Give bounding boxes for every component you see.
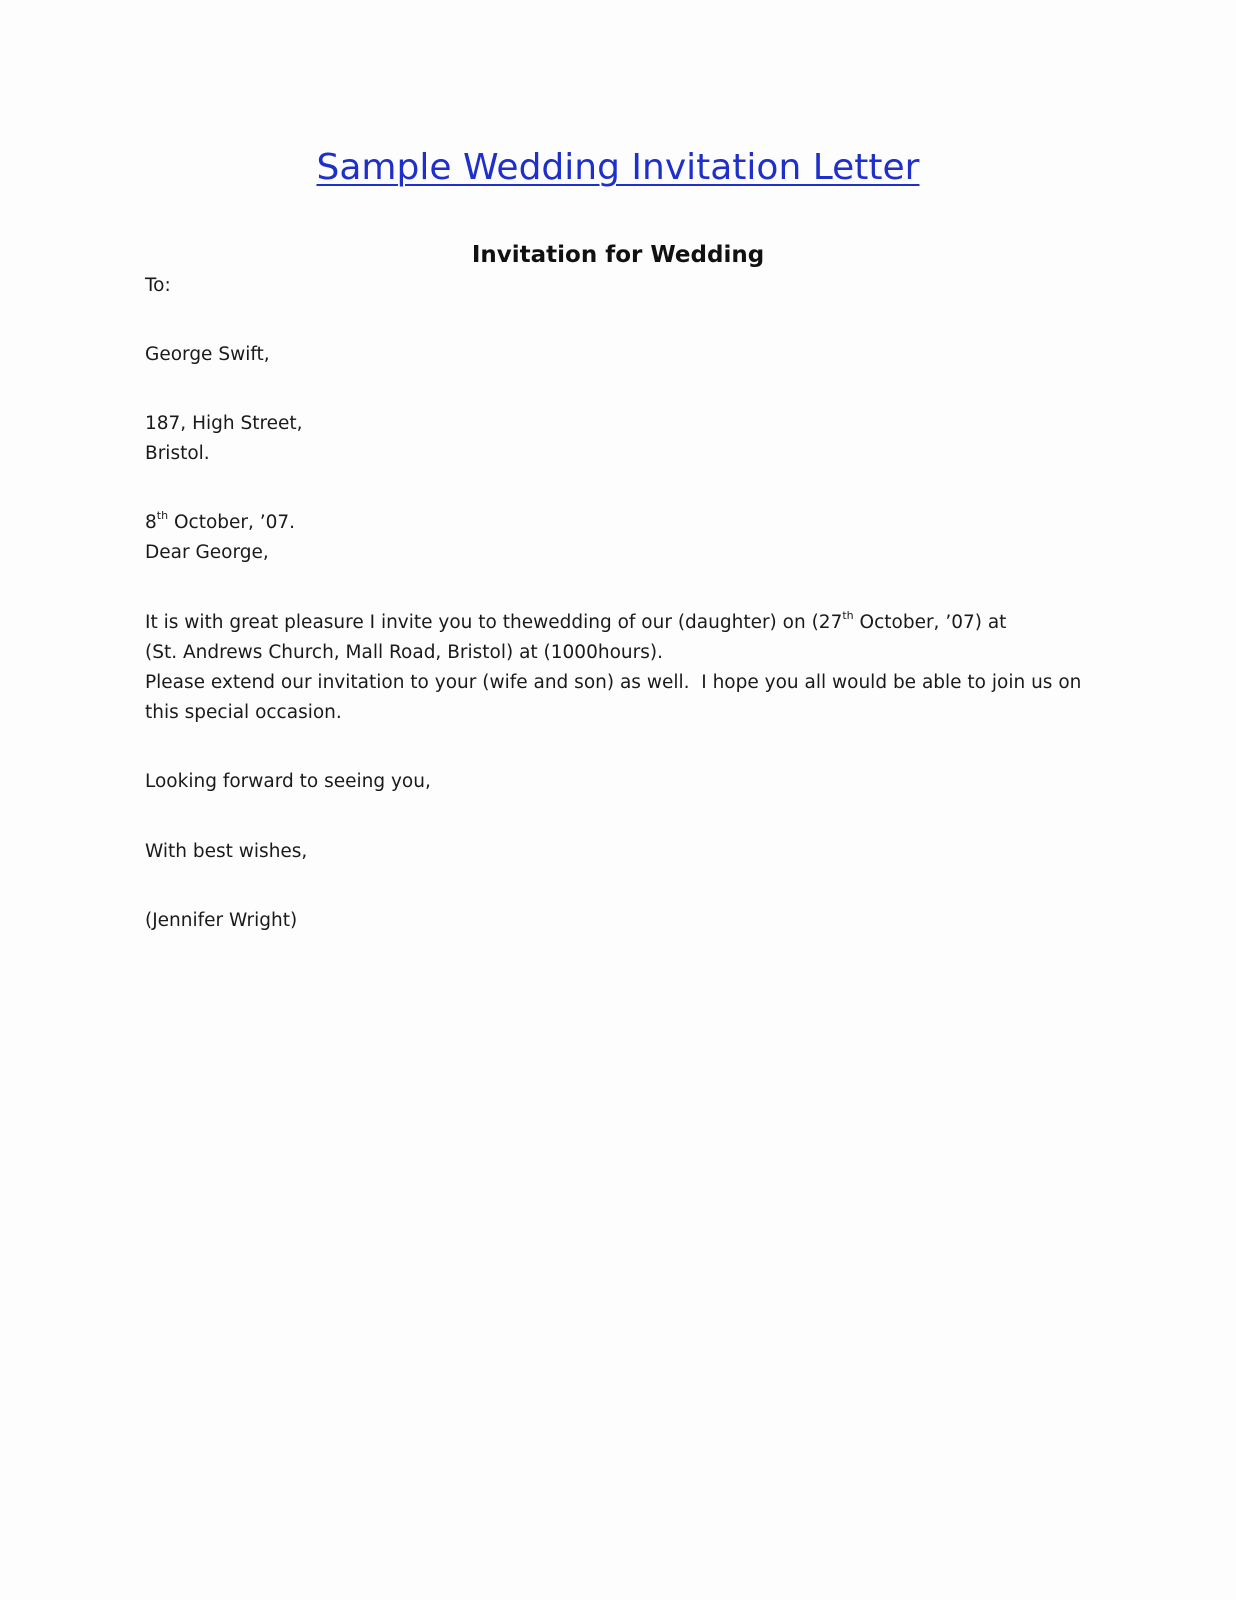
body-line-4: this special occasion. — [145, 702, 342, 723]
recipient-name: George Swift, — [145, 344, 270, 365]
sign-off: With best wishes, — [145, 841, 308, 862]
date-day: 8 — [145, 512, 157, 533]
body-line-1-end: October, ’07) at — [853, 612, 1007, 633]
body-line-1-suffix: th — [842, 608, 854, 622]
recipient-address-line1: 187, High Street, — [145, 413, 303, 434]
document-subtitle: Invitation for Wedding — [471, 242, 765, 268]
letter-date — [145, 508, 295, 538]
body-line-1-start: It is with great pleasure I invite you to thewedding of our (daughter) on (27 — [145, 612, 843, 633]
closing-line: Looking forward to seeing you, — [145, 771, 431, 792]
body-line-1 — [145, 608, 1006, 638]
recipient-address-line2: Bristol. — [145, 443, 210, 464]
to-label: To: — [145, 275, 171, 296]
document-title[interactable]: Sample Wedding Invitation Letter — [316, 147, 920, 188]
body-line-2: (St. Andrews Church, Mall Road, Bristol) at (1000hours). — [145, 642, 663, 663]
signature: (Jennifer Wright) — [145, 910, 298, 931]
body-line-3: Please extend our invitation to your (wife and son) as well. I hope you all would be able to join us on — [145, 672, 1082, 693]
salutation: Dear George, — [145, 542, 269, 563]
date-day-suffix: th — [156, 508, 169, 522]
date-rest: October, ’07. — [168, 512, 296, 533]
